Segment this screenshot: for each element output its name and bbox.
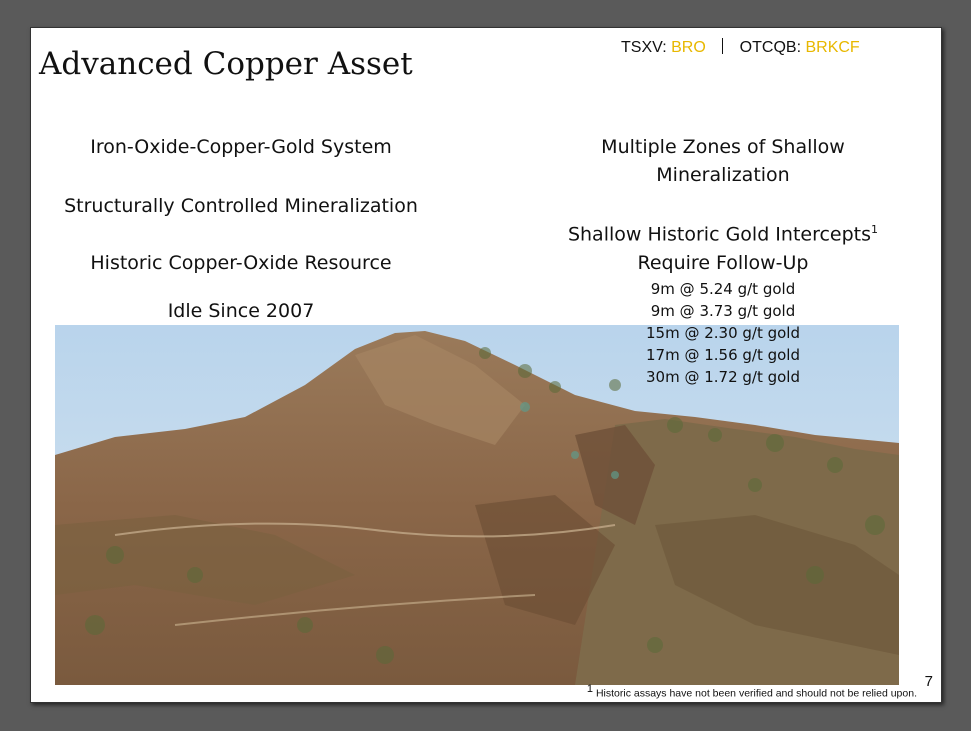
exchange-otcqb-label: OTCQB:: [739, 39, 802, 56]
right-point-1-line2: Mineralization: [656, 164, 790, 186]
left-point-3: Historic Copper-Oxide Resource: [90, 252, 392, 274]
right-point-1-line1: Multiple Zones of Shallow: [601, 136, 845, 158]
slide: [30, 27, 942, 703]
tsxv-symbol: BRO: [671, 39, 706, 56]
intercept-row: 9m @ 3.73 g/t gold: [650, 302, 796, 320]
right-point-2-line1: [521, 223, 925, 245]
exchange-tsxv-label: TSXV:: [621, 39, 667, 56]
intercept-row: 17m @ 1.56 g/t gold: [645, 346, 800, 364]
left-point-1: Iron-Oxide-Copper-Gold System: [90, 136, 392, 158]
intercept-row: 9m @ 5.24 g/t gold: [650, 280, 796, 298]
right-point-2-line2: Require Follow-Up: [637, 252, 809, 274]
footnote: [587, 683, 917, 700]
ticker-symbols: [621, 38, 860, 57]
page-number: 7: [924, 673, 933, 690]
right-point-2-text: Shallow Historic Gold Intercepts: [567, 223, 872, 246]
left-point-2: Structurally Controlled Mineralization: [64, 195, 418, 217]
page-title: Advanced Copper Asset: [39, 46, 413, 82]
otcqb-symbol: BRKCF: [805, 39, 860, 56]
left-point-4: Idle Since 2007: [167, 300, 315, 322]
footnote-mark: 1: [586, 682, 594, 695]
intercept-row: 30m @ 1.72 g/t gold: [645, 368, 800, 386]
ticker-divider: [722, 38, 723, 54]
footnote-text: Historic assays have not been verified and should not be relied upon.: [595, 687, 917, 699]
intercept-row: 15m @ 2.30 g/t gold: [645, 324, 800, 342]
footnote-ref: 1: [871, 223, 879, 236]
